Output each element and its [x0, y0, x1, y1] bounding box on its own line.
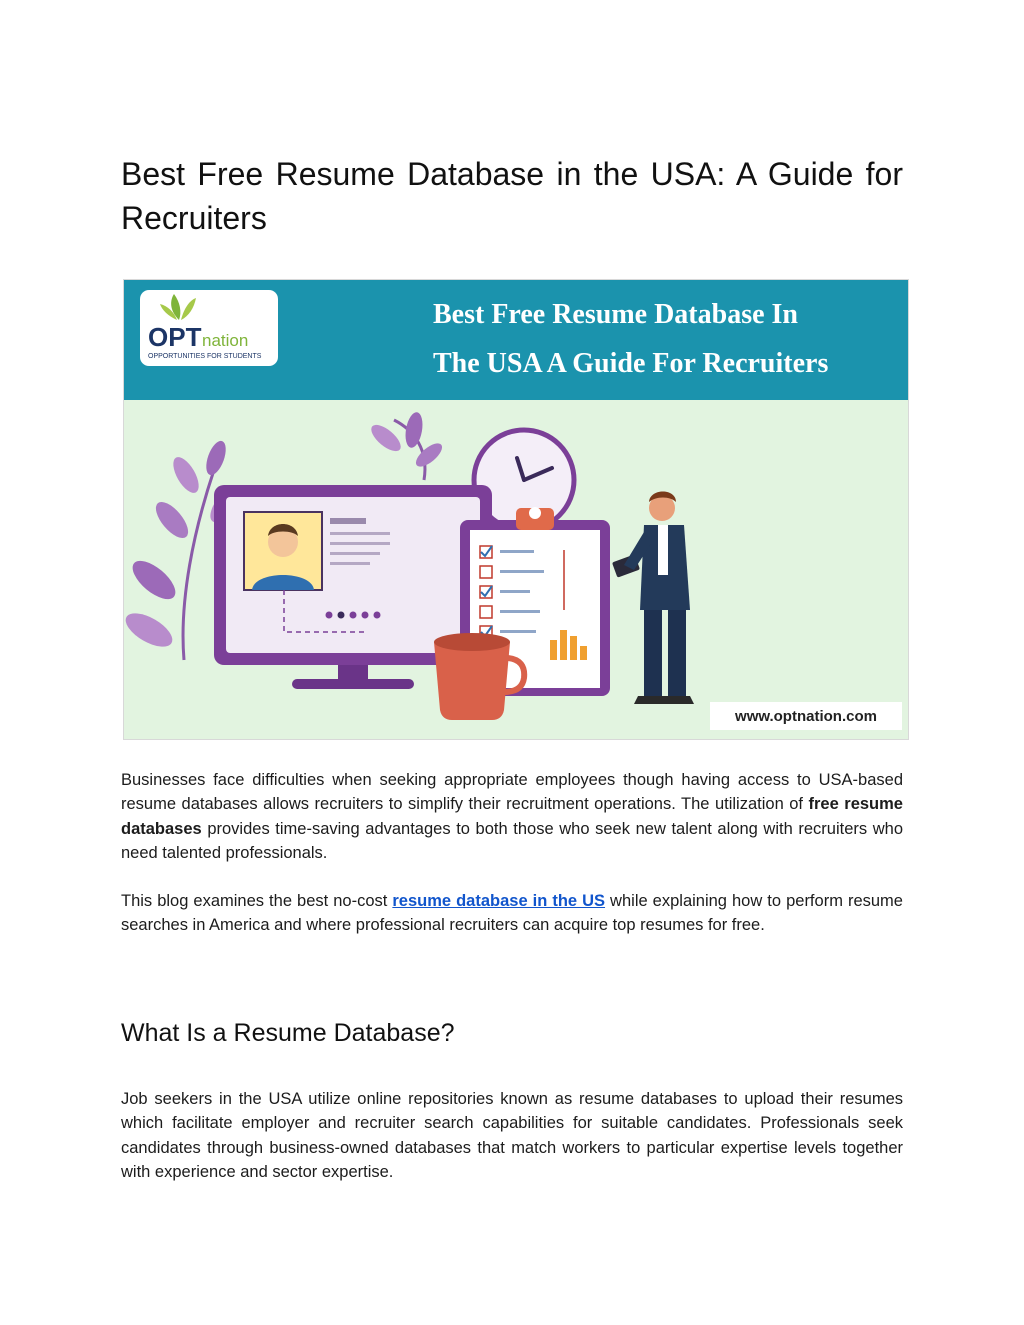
intro-paragraph-2: [121, 889, 903, 938]
intro-paragraph-1: [121, 768, 903, 866]
section-paragraph: Job seekers in the USA utilize online repositories known as resume databases to upload their resumes which facilitate employer and recruiter search capabilities for suitable candidates. Professionals seek candidates through business-owned databases that match workers to particular expertise levels together with experience and sector expertise.: [121, 1090, 903, 1182]
resume-database-link[interactable]: resume database in the US: [392, 892, 606, 910]
page-title: Best Free Resume Database in the USA: A Guide for Recruiters: [121, 156, 903, 236]
optnation-logo: [140, 290, 278, 366]
free-resume-databases-bold: free resume databases: [121, 795, 903, 838]
section-heading: What Is a Resume Database?: [121, 1019, 455, 1047]
logo-nation-text: nation: [202, 331, 249, 350]
website-badge: [710, 702, 902, 730]
intro-p1-text: Businesses face difficulties when seeking appropriate employees though having access to USA-based resume databases allows recruiters to simplify their recruitment operations. The utilization of: [121, 771, 903, 814]
intro-p2-text-end: while explaining how to perform resume searches in America and where professional recruiters can acquire top resumes for free.: [121, 892, 903, 935]
banner-headline-line2: The USA A Guide For Recruiters: [433, 348, 829, 379]
logo-opt-text: OPT: [148, 322, 202, 352]
hero-banner-image: [123, 279, 909, 740]
logo-tagline: OPPORTUNITIES FOR STUDENTS: [148, 353, 262, 360]
intro-p1-text-end: provides time-saving advantages to both those who seek new talent along with recruiters who need talented professionals.: [121, 819, 903, 863]
banner-headline-line1: Best Free Resume Database In: [433, 299, 798, 330]
intro-p2-text: This blog examines the best no-cost: [121, 892, 393, 910]
website-url: www.optnation.com: [735, 708, 877, 725]
